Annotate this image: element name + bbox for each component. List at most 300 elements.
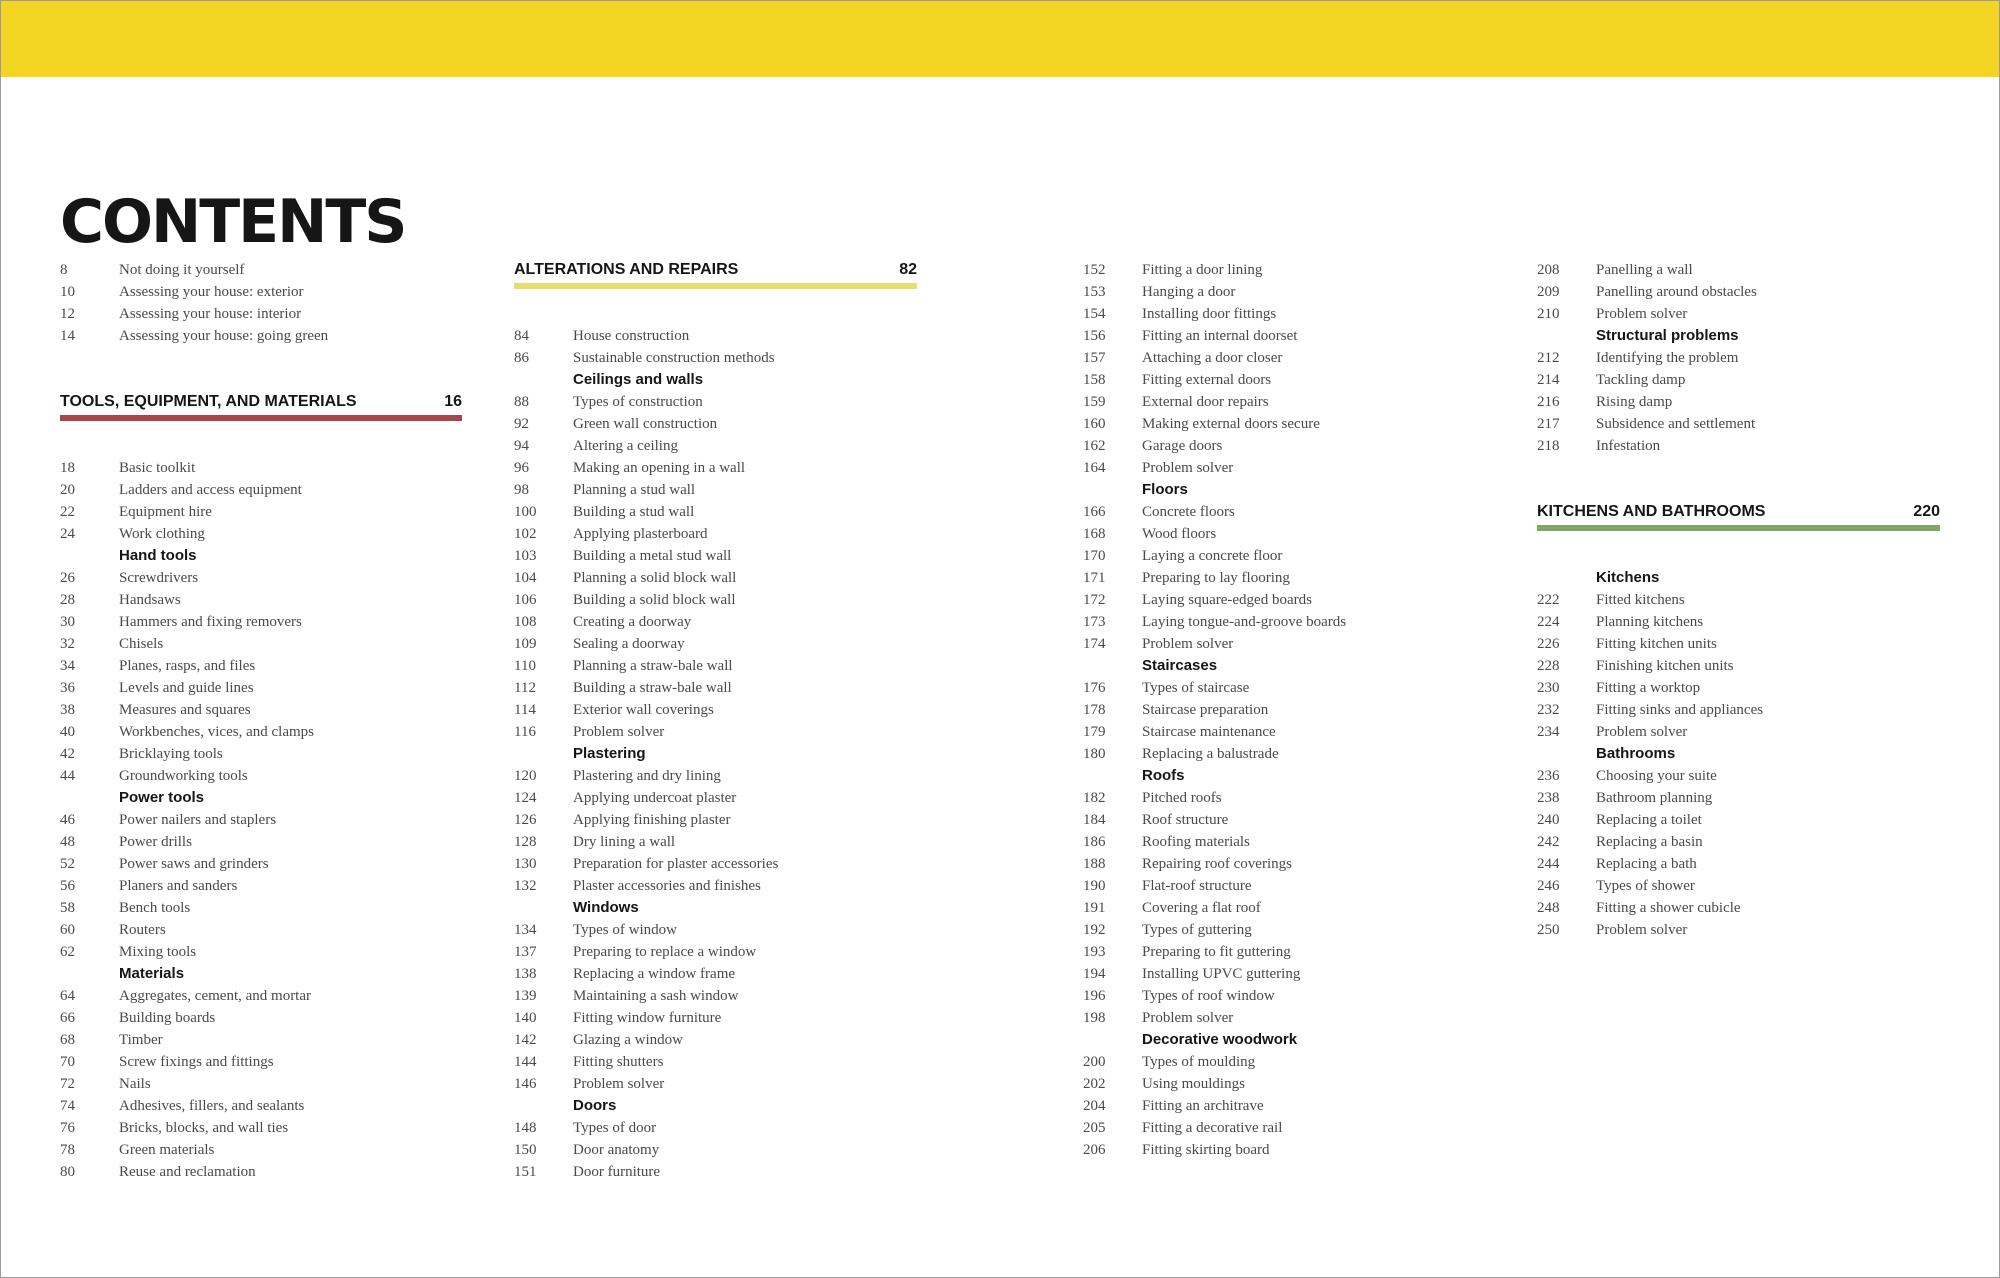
toc-page-number: 80 — [60, 1164, 75, 1180]
toc-page-number: 112 — [514, 680, 536, 696]
toc-page-number: 134 — [514, 922, 537, 938]
toc-entry[interactable] — [1083, 699, 1483, 721]
toc-entry-title: Types of window — [573, 922, 677, 938]
toc-entry[interactable] — [1537, 435, 1940, 457]
toc-page-number: 60 — [60, 922, 75, 938]
toc-entry[interactable] — [1083, 281, 1483, 303]
toc-page-number: 116 — [514, 724, 536, 740]
toc-entry[interactable] — [514, 1073, 917, 1095]
toc-entry-title: Door anatomy — [573, 1142, 660, 1158]
toc-entry[interactable] — [514, 1029, 917, 1051]
toc-entry[interactable] — [514, 479, 917, 501]
toc-entry[interactable] — [1083, 589, 1483, 611]
toc-entry[interactable] — [60, 853, 462, 875]
toc-list — [514, 325, 917, 369]
toc-entry[interactable] — [60, 743, 462, 765]
subheading-staircases: Staircases — [1142, 657, 1218, 674]
toc-entry[interactable] — [1537, 919, 1940, 941]
toc-entry-title: Chisels — [119, 636, 164, 652]
toc-entry-title: Problem solver — [573, 1076, 665, 1092]
toc-entry-title: Planning kitchens — [1596, 614, 1704, 630]
toc-entry-title: Bathroom planning — [1596, 790, 1713, 806]
toc-page-number: 88 — [514, 394, 529, 410]
toc-entry-title: Fitting a door lining — [1142, 262, 1263, 278]
toc-entry[interactable] — [1083, 369, 1483, 391]
section-page-number: 220 — [1913, 503, 1940, 520]
toc-entry-title: Power nailers and staplers — [119, 812, 277, 828]
section-heading-kitchens[interactable] — [1537, 501, 1940, 567]
toc-page-number: 12 — [60, 306, 75, 322]
toc-page-number: 46 — [60, 812, 75, 828]
toc-entry-title: Repairing roof coverings — [1142, 856, 1292, 872]
toc-entry[interactable] — [60, 875, 462, 897]
toc-entry[interactable] — [514, 721, 917, 743]
toc-entry-title: Laying square-edged boards — [1142, 592, 1312, 608]
toc-entry-title: Building boards — [119, 1010, 216, 1026]
toc-page-number: 230 — [1537, 680, 1560, 696]
toc-entry[interactable] — [60, 1139, 462, 1161]
toc-entry[interactable] — [1083, 853, 1483, 875]
toc-entry-title: Replacing a balustrade — [1142, 746, 1279, 762]
toc-entry[interactable] — [60, 831, 462, 853]
toc-entry[interactable] — [60, 897, 462, 919]
toc-entry[interactable] — [1083, 831, 1483, 853]
toc-entry-title: External door repairs — [1142, 394, 1269, 410]
toc-entry[interactable] — [1083, 1007, 1483, 1029]
toc-entry-title: Planning a stud wall — [573, 482, 696, 498]
toc-list — [1083, 787, 1483, 1029]
toc-entry[interactable] — [60, 677, 462, 699]
toc-entry[interactable] — [514, 699, 917, 721]
toc-entry[interactable] — [1537, 303, 1940, 325]
toc-entry[interactable] — [1537, 875, 1940, 897]
toc-entry[interactable] — [1537, 765, 1940, 787]
toc-entry[interactable] — [1083, 347, 1483, 369]
toc-list — [60, 567, 462, 787]
toc-entry[interactable] — [60, 1007, 462, 1029]
toc-entry[interactable] — [1083, 919, 1483, 941]
toc-page-number: 180 — [1083, 746, 1106, 762]
toc-page-number: 14 — [60, 328, 75, 344]
toc-entry[interactable] — [1537, 281, 1940, 303]
toc-entry[interactable] — [1083, 413, 1483, 435]
toc-page-number: 114 — [514, 702, 536, 718]
subheading-materials: Materials — [119, 965, 185, 982]
toc-entry-title: Laying tongue-and-groove boards — [1142, 614, 1347, 630]
toc-entry[interactable] — [1537, 633, 1940, 655]
toc-page-number: 20 — [60, 482, 75, 498]
toc-entry[interactable] — [1083, 1117, 1483, 1139]
toc-entry[interactable] — [1083, 259, 1483, 281]
toc-entry-title: Roof structure — [1142, 812, 1229, 828]
toc-list — [60, 809, 462, 963]
toc-page-number: 170 — [1083, 548, 1106, 564]
toc-entry-title: Preparation for plaster accessories — [573, 856, 779, 872]
toc-list — [60, 259, 462, 347]
toc-page-number: 137 — [514, 944, 537, 960]
toc-entry[interactable] — [1083, 809, 1483, 831]
toc-list — [1083, 1051, 1483, 1161]
toc-entry[interactable] — [60, 919, 462, 941]
toc-page-number: 162 — [1083, 438, 1106, 454]
toc-entry[interactable] — [1537, 347, 1940, 369]
toc-list — [514, 919, 917, 1095]
toc-page-number: 186 — [1083, 834, 1106, 850]
toc-entry[interactable] — [514, 787, 917, 809]
toc-page-number: 216 — [1537, 394, 1560, 410]
toc-page-number: 110 — [514, 658, 536, 674]
toc-entry[interactable] — [60, 501, 462, 523]
toc-list — [60, 457, 462, 545]
contents-column-2 — [514, 259, 917, 1183]
toc-entry[interactable] — [1537, 391, 1940, 413]
toc-entry[interactable] — [1083, 1139, 1483, 1161]
toc-entry[interactable] — [1537, 369, 1940, 391]
toc-entry[interactable] — [514, 435, 917, 457]
toc-entry[interactable] — [60, 1095, 462, 1117]
toc-page-number: 78 — [60, 1142, 75, 1158]
toc-page-number: 196 — [1083, 988, 1106, 1004]
toc-entry[interactable] — [1083, 985, 1483, 1007]
toc-page-number: 184 — [1083, 812, 1106, 828]
toc-entry[interactable] — [514, 545, 917, 567]
toc-page-number: 182 — [1083, 790, 1106, 806]
toc-entry-title: Installing UPVC guttering — [1142, 966, 1301, 982]
toc-entry[interactable] — [1083, 941, 1483, 963]
toc-entry[interactable] — [60, 259, 462, 281]
toc-page-number: 36 — [60, 680, 75, 696]
toc-page-number: 173 — [1083, 614, 1106, 630]
toc-page-number: 52 — [60, 856, 75, 872]
toc-entry[interactable] — [514, 677, 917, 699]
toc-entry-title: Applying undercoat plaster — [573, 790, 737, 806]
section-page-number: 82 — [899, 261, 917, 278]
toc-entry-title: Mixing tools — [119, 944, 197, 960]
toc-page-number: 174 — [1083, 636, 1106, 652]
toc-entry-title: Building a metal stud wall — [573, 548, 732, 564]
toc-entry-title: Subsidence and settlement — [1596, 416, 1756, 432]
toc-entry[interactable] — [60, 325, 462, 347]
subheading-doors: Doors — [573, 1097, 617, 1114]
toc-entry-title: Maintaining a sash window — [573, 988, 739, 1004]
toc-entry[interactable] — [514, 941, 917, 963]
toc-entry-title: Workbenches, vices, and clamps — [119, 724, 314, 740]
toc-entry[interactable] — [514, 831, 917, 853]
subheading-ceilings-walls: Ceilings and walls — [573, 371, 704, 388]
toc-page-number: 210 — [1537, 306, 1560, 322]
toc-entry-title: Power saws and grinders — [119, 856, 269, 872]
toc-entry[interactable] — [1537, 611, 1940, 633]
toc-page-number: 217 — [1537, 416, 1560, 432]
toc-page-number: 152 — [1083, 262, 1106, 278]
toc-entry[interactable] — [60, 809, 462, 831]
toc-entry[interactable] — [1083, 611, 1483, 633]
toc-page-number: 56 — [60, 878, 75, 894]
toc-page-number: 139 — [514, 988, 537, 1004]
toc-entry-title: Glazing a window — [573, 1032, 683, 1048]
toc-page-number: 38 — [60, 702, 75, 718]
toc-page-number: 48 — [60, 834, 75, 850]
toc-page-number: 132 — [514, 878, 537, 894]
toc-entry[interactable] — [1537, 721, 1940, 743]
toc-entry[interactable] — [1083, 787, 1483, 809]
toc-entry-title: Wood floors — [1142, 526, 1217, 542]
toc-entry[interactable] — [60, 1073, 462, 1095]
subheading-hand-tools: Hand tools — [119, 547, 197, 564]
toc-entry[interactable] — [60, 1051, 462, 1073]
section-color-bar — [60, 415, 462, 421]
toc-entry[interactable] — [514, 1007, 917, 1029]
toc-entry[interactable] — [1083, 325, 1483, 347]
toc-entry[interactable] — [1537, 699, 1940, 721]
toc-page-number: 120 — [514, 768, 537, 784]
toc-entry-title: Types of construction — [573, 394, 703, 410]
toc-entry-title: Replacing a basin — [1596, 834, 1703, 850]
toc-page-number: 96 — [514, 460, 529, 476]
toc-entry[interactable] — [60, 567, 462, 589]
toc-list — [1537, 259, 1940, 325]
toc-entry[interactable] — [514, 875, 917, 897]
toc-entry[interactable] — [1537, 897, 1940, 919]
toc-entry[interactable] — [514, 1051, 917, 1073]
toc-entry[interactable] — [514, 809, 917, 831]
toc-page-number: 168 — [1083, 526, 1106, 542]
toc-page-number: 30 — [60, 614, 75, 630]
toc-entry[interactable] — [1537, 413, 1940, 435]
toc-page-number: 160 — [1083, 416, 1106, 432]
toc-list — [1537, 589, 1940, 743]
section-title: KITCHENS AND BATHROOMS — [1537, 503, 1766, 520]
toc-entry[interactable] — [514, 589, 917, 611]
toc-entry[interactable] — [1083, 545, 1483, 567]
toc-page-number: 142 — [514, 1032, 537, 1048]
toc-entry-title: Problem solver — [1142, 460, 1234, 476]
toc-entry-title: Problem solver — [1596, 724, 1688, 740]
toc-entry[interactable] — [1083, 633, 1483, 655]
toc-entry-title: Screw fixings and fittings — [119, 1054, 274, 1070]
toc-page-number: 34 — [60, 658, 75, 674]
toc-entry-title: Handsaws — [119, 592, 181, 608]
toc-entry-title: Problem solver — [1596, 306, 1688, 322]
toc-page-number: 250 — [1537, 922, 1560, 938]
toc-entry[interactable] — [1083, 501, 1483, 523]
toc-entry-title: Choosing your suite — [1596, 768, 1717, 784]
toc-entry[interactable] — [60, 523, 462, 545]
toc-page-number: 236 — [1537, 768, 1560, 784]
toc-page-number: 104 — [514, 570, 537, 586]
toc-page-number: 140 — [514, 1010, 537, 1026]
toc-entry[interactable] — [60, 699, 462, 721]
toc-entry-title: Tackling damp — [1596, 372, 1686, 388]
toc-entry[interactable] — [1537, 853, 1940, 875]
toc-entry[interactable] — [1083, 875, 1483, 897]
toc-entry[interactable] — [60, 633, 462, 655]
toc-entry-title: Adhesives, fillers, and sealants — [119, 1098, 305, 1114]
toc-entry-title: Timber — [119, 1032, 163, 1048]
toc-entry-title: Bench tools — [119, 900, 191, 916]
toc-entry[interactable] — [514, 985, 917, 1007]
toc-entry[interactable] — [60, 655, 462, 677]
toc-entry[interactable] — [514, 457, 917, 479]
toc-entry[interactable] — [514, 567, 917, 589]
toc-entry[interactable] — [1537, 259, 1940, 281]
toc-page-number: 188 — [1083, 856, 1106, 872]
section-title: ALTERATIONS AND REPAIRS — [514, 261, 739, 278]
toc-entry-title: Replacing a toilet — [1596, 812, 1702, 828]
toc-list — [514, 1117, 917, 1183]
toc-entry-title: Fitting skirting board — [1142, 1142, 1270, 1158]
toc-entry[interactable] — [514, 325, 917, 347]
toc-entry[interactable] — [1083, 897, 1483, 919]
toc-entry-title: Preparing to fit guttering — [1142, 944, 1291, 960]
toc-entry-title: Types of staircase — [1142, 680, 1250, 696]
toc-entry[interactable] — [514, 413, 917, 435]
toc-page-number: 157 — [1083, 350, 1106, 366]
toc-entry[interactable] — [60, 721, 462, 743]
toc-entry[interactable] — [60, 589, 462, 611]
toc-entry[interactable] — [514, 1161, 917, 1183]
toc-entry[interactable] — [60, 1117, 462, 1139]
toc-entry[interactable] — [1083, 963, 1483, 985]
toc-entry[interactable] — [1083, 721, 1483, 743]
toc-entry-title: Green wall construction — [573, 416, 718, 432]
toc-entry[interactable] — [60, 985, 462, 1007]
toc-entry-title: Fitting window furniture — [573, 1010, 722, 1026]
toc-entry[interactable] — [1537, 787, 1940, 809]
toc-entry[interactable] — [514, 919, 917, 941]
toc-page-number: 206 — [1083, 1142, 1106, 1158]
subheading-plastering: Plastering — [573, 745, 646, 762]
toc-entry[interactable] — [1083, 1095, 1483, 1117]
toc-entry-title: Fitting sinks and appliances — [1596, 702, 1764, 718]
toc-entry-title: Preparing to replace a window — [573, 944, 757, 960]
toc-entry[interactable] — [514, 655, 917, 677]
toc-entry-title: Groundworking tools — [119, 768, 248, 784]
toc-page-number: 208 — [1537, 262, 1560, 278]
toc-entry[interactable] — [1537, 831, 1940, 853]
toc-entry[interactable] — [60, 479, 462, 501]
toc-page-number: 190 — [1083, 878, 1106, 894]
section-heading-row — [514, 259, 917, 281]
toc-page-number: 209 — [1537, 284, 1560, 300]
toc-entry-title: Assessing your house: going green — [119, 328, 329, 344]
toc-entry[interactable] — [60, 1029, 462, 1051]
toc-page-number: 102 — [514, 526, 537, 542]
toc-entry-title: Types of shower — [1596, 878, 1695, 894]
toc-page-number: 144 — [514, 1054, 537, 1070]
section-heading-alterations[interactable] — [514, 259, 917, 325]
toc-entry[interactable] — [514, 523, 917, 545]
toc-page-number: 72 — [60, 1076, 75, 1092]
toc-page-number: 106 — [514, 592, 537, 608]
toc-page-number: 212 — [1537, 350, 1560, 366]
toc-page-number: 94 — [514, 438, 529, 454]
toc-entry[interactable] — [1537, 809, 1940, 831]
toc-page-number: 146 — [514, 1076, 537, 1092]
toc-page-number: 103 — [514, 548, 537, 564]
toc-entry-title: Ladders and access equipment — [119, 482, 302, 498]
toc-page-number: 108 — [514, 614, 537, 630]
toc-entry-title: Types of roof window — [1142, 988, 1275, 1004]
toc-page-number: 238 — [1537, 790, 1560, 806]
toc-entry[interactable] — [60, 281, 462, 303]
toc-entry-title: Fitting kitchen units — [1596, 636, 1717, 652]
toc-entry-title: Sealing a doorway — [573, 636, 685, 652]
section-page-number: 16 — [444, 393, 462, 410]
section-color-bar — [1537, 525, 1940, 531]
section-heading-tools[interactable] — [60, 391, 462, 457]
toc-entry[interactable] — [60, 457, 462, 479]
toc-entry-title: Power drills — [119, 834, 192, 850]
toc-entry[interactable] — [1083, 303, 1483, 325]
toc-entry[interactable] — [514, 391, 917, 413]
section-spacer — [60, 347, 462, 391]
toc-entry[interactable] — [514, 633, 917, 655]
toc-entry[interactable] — [1537, 677, 1940, 699]
toc-entry[interactable] — [60, 765, 462, 787]
toc-entry[interactable] — [1083, 1073, 1483, 1095]
toc-entry[interactable] — [60, 1161, 462, 1183]
toc-entry[interactable] — [514, 611, 917, 633]
toc-entry-title: Infestation — [1596, 438, 1661, 454]
toc-entry-title: Making external doors secure — [1142, 416, 1320, 432]
toc-entry-title: Pitched roofs — [1142, 790, 1222, 806]
toc-entry[interactable] — [514, 1139, 917, 1161]
toc-page-number: 100 — [514, 504, 537, 520]
toc-list — [1083, 259, 1483, 479]
toc-entry[interactable] — [514, 963, 917, 985]
toc-entry[interactable] — [1083, 523, 1483, 545]
toc-entry-title: Work clothing — [119, 526, 205, 542]
toc-entry[interactable] — [514, 1117, 917, 1139]
toc-entry[interactable] — [60, 303, 462, 325]
toc-entry[interactable] — [514, 765, 917, 787]
toc-entry[interactable] — [1083, 457, 1483, 479]
toc-entry-title: Measures and squares — [119, 702, 251, 718]
toc-entry-title: Installing door fittings — [1142, 306, 1277, 322]
toc-entry[interactable] — [514, 501, 917, 523]
toc-entry[interactable] — [514, 347, 917, 369]
toc-entry[interactable] — [1083, 435, 1483, 457]
toc-entry[interactable] — [514, 853, 917, 875]
toc-entry[interactable] — [1083, 1051, 1483, 1073]
toc-entry[interactable] — [1537, 655, 1940, 677]
toc-entry[interactable] — [1083, 391, 1483, 413]
section-spacer — [1537, 457, 1940, 501]
toc-page-number: 8 — [60, 262, 68, 278]
toc-page-number: 246 — [1537, 878, 1560, 894]
toc-list — [514, 765, 917, 897]
toc-entry-title: Fitting a shower cubicle — [1596, 900, 1741, 916]
toc-entry[interactable] — [1083, 743, 1483, 765]
toc-entry[interactable] — [60, 611, 462, 633]
toc-page-number: 228 — [1537, 658, 1560, 674]
toc-entry[interactable] — [1083, 677, 1483, 699]
toc-page-number: 240 — [1537, 812, 1560, 828]
toc-entry-title: Flat-roof structure — [1142, 878, 1252, 894]
toc-page-number: 84 — [514, 328, 529, 344]
toc-page-number: 222 — [1537, 592, 1560, 608]
toc-page-number: 244 — [1537, 856, 1560, 872]
toc-page-number: 128 — [514, 834, 537, 850]
toc-list — [514, 391, 917, 743]
toc-entry-title: Building a solid block wall — [573, 592, 736, 608]
subheading-structural-problems: Structural problems — [1596, 327, 1739, 344]
toc-entry[interactable] — [1083, 567, 1483, 589]
toc-entry[interactable] — [60, 941, 462, 963]
toc-page-number: 153 — [1083, 284, 1106, 300]
toc-entry[interactable] — [1537, 589, 1940, 611]
